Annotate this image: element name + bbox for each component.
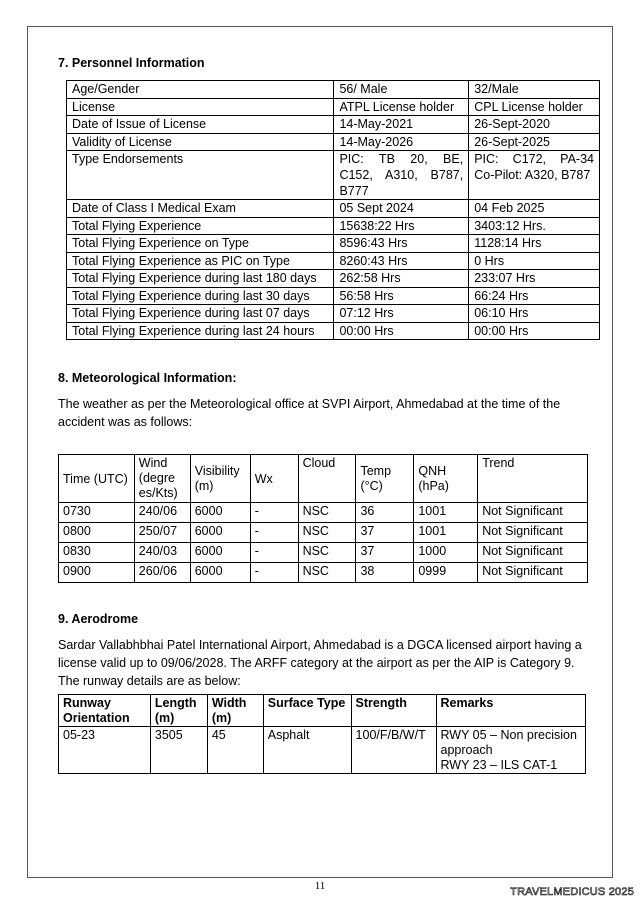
table-cell: NSC [298,543,356,563]
table-row [67,200,600,218]
remarks-line: RWY 23 – ILS CAT-1 [440,758,558,772]
table-cell: NSC [298,523,356,543]
table-cell: 45 [207,727,263,774]
table-cell: 32/Male [469,81,600,99]
table-cell: 0900 [59,563,135,583]
table-cell: Not Significant [478,503,588,523]
table-cell: Total Flying Experience as PIC on Type [67,252,334,270]
table-cell: ATPL License holder [334,98,469,116]
table-cell: 0830 [59,543,135,563]
table-row [67,305,600,323]
table-cell: Total Flying Experience on Type [67,235,334,253]
table-cell: 0800 [59,523,135,543]
table-cell: 8596:43 Hrs [334,235,469,253]
table-cell: Asphalt [263,727,351,774]
table-cell: 05 Sept 2024 [334,200,469,218]
header-cell: Remarks [436,695,586,727]
table-cell: 37 [356,543,414,563]
header-cell: Runway Orientation [59,695,151,727]
header-cell: Visibility (m) [190,455,250,503]
table-cell: 240/03 [134,543,190,563]
table-cell: 0 Hrs [469,252,600,270]
table-cell: 6000 [190,523,250,543]
table-cell: Date of Issue of License [67,116,334,134]
table-cell: 14-May-2021 [334,116,469,134]
table-cell: 14-May-2026 [334,133,469,151]
table-cell: 3505 [150,727,207,774]
section-7-heading: 7. Personnel Information [58,56,205,70]
table-cell: 38 [356,563,414,583]
table-row [67,98,600,116]
header-cell: Width (m) [207,695,263,727]
section-8-paragraph: The weather as per the Meteorological office at SVPI Airport, Ahmedabad at the time of the accident was as follows: [58,397,561,429]
table-cell: Total Flying Experience [67,217,334,235]
table-cell: 260/06 [134,563,190,583]
table-cell: Not Significant [478,563,588,583]
header-cell: Time (UTC) [59,455,135,503]
personnel-table [66,80,600,340]
table-cell: 6000 [190,543,250,563]
header-cell: Wind (degre es/Kts) [134,455,190,503]
table-cell: 233:07 Hrs [469,270,600,288]
table-cell: 66:24 Hrs [469,287,600,305]
table-cell: Validity of License [67,133,334,151]
table-row [67,252,600,270]
header-cell: Cloud [298,455,356,503]
table-row [59,727,586,774]
table-row [67,270,600,288]
table-cell: Total Flying Experience during last 07 days [67,305,334,323]
table-cell: 6000 [190,503,250,523]
table-cell: - [250,563,298,583]
table-cell: 6000 [190,563,250,583]
table-cell: 250/07 [134,523,190,543]
table-cell: - [250,503,298,523]
page-number: 11 [314,880,326,892]
section-9-heading: 9. Aerodrome [58,612,139,626]
table-cell: NSC [298,563,356,583]
table-row [59,563,588,583]
table-cell: 56/ Male [334,81,469,99]
table-cell: 26-Sept-2025 [469,133,600,151]
table-cell: 05-23 [59,727,151,774]
table-cell: License [67,98,334,116]
header-cell: Surface Type [263,695,351,727]
table-cell: 262:58 Hrs [334,270,469,288]
table-cell: Total Flying Experience during last 180 days [67,270,334,288]
table-cell: 0999 [414,563,478,583]
table-cell: 1001 [414,523,478,543]
remarks-cell [436,727,586,774]
section-9-paragraph: Sardar Vallabhbhai Patel International Airport, Ahmedabad is a DGCA licensed airport having a license valid up to 09/06/2028. The ARFF category at the airport as per the AIP is Category 9. The runway details are as below: [58,638,582,688]
table-cell: - [250,523,298,543]
table-cell: 26-Sept-2020 [469,116,600,134]
table-cell: 0730 [59,503,135,523]
table-cell: 56:58 Hrs [334,287,469,305]
table-header-row [59,695,586,727]
table-cell: 07:12 Hrs [334,305,469,323]
table-row [67,235,600,253]
table-cell: 240/06 [134,503,190,523]
table-cell: 00:00 Hrs [334,322,469,340]
table-cell: Type Endorsements [67,151,334,200]
meteorological-table [58,454,588,583]
table-row [67,116,600,134]
table-row [67,81,600,99]
table-cell: NSC [298,503,356,523]
table-cell: PIC: C172, PA-34 Co-Pilot: A320, B787 [469,151,600,200]
table-row [59,543,588,563]
table-cell: - [250,543,298,563]
table-cell: 36 [356,503,414,523]
header-cell: QNH (hPa) [414,455,478,503]
table-row [67,151,600,200]
remarks-line: RWY 05 – Non precision approach [440,728,577,757]
table-cell: Not Significant [478,523,588,543]
table-row [67,322,600,340]
table-cell: CPL License holder [469,98,600,116]
section-8-heading: 8. Meteorological Information: [58,371,237,385]
header-cell: Trend [478,455,588,503]
table-cell: 00:00 Hrs [469,322,600,340]
table-cell: 15638:22 Hrs [334,217,469,235]
header-cell: Length (m) [150,695,207,727]
table-row [67,133,600,151]
table-cell: Total Flying Experience during last 30 days [67,287,334,305]
runway-table [58,694,586,774]
table-cell: PIC: TB 20, BE, C152, A310, B787, B777 [334,151,469,200]
table-cell: 1128:14 Hrs [469,235,600,253]
table-cell: 06:10 Hrs [469,305,600,323]
table-cell: 1001 [414,503,478,523]
table-cell: Age/Gender [67,81,334,99]
table-cell: 37 [356,523,414,543]
table-cell: Not Significant [478,543,588,563]
header-cell: Temp (°C) [356,455,414,503]
table-row [67,217,600,235]
table-cell: 1000 [414,543,478,563]
table-cell: Date of Class I Medical Exam [67,200,334,218]
table-row [59,523,588,543]
header-cell: Wx [250,455,298,503]
table-row [67,287,600,305]
table-row [59,503,588,523]
header-cell: Strength [351,695,436,727]
table-cell: 3403:12 Hrs. [469,217,600,235]
watermark: TRAVELMEDICUS 2025 [510,886,634,898]
table-cell: Total Flying Experience during last 24 hours [67,322,334,340]
table-cell: 100/F/B/W/T [351,727,436,774]
table-header-row [59,455,588,503]
table-cell: 04 Feb 2025 [469,200,600,218]
table-cell: 8260:43 Hrs [334,252,469,270]
